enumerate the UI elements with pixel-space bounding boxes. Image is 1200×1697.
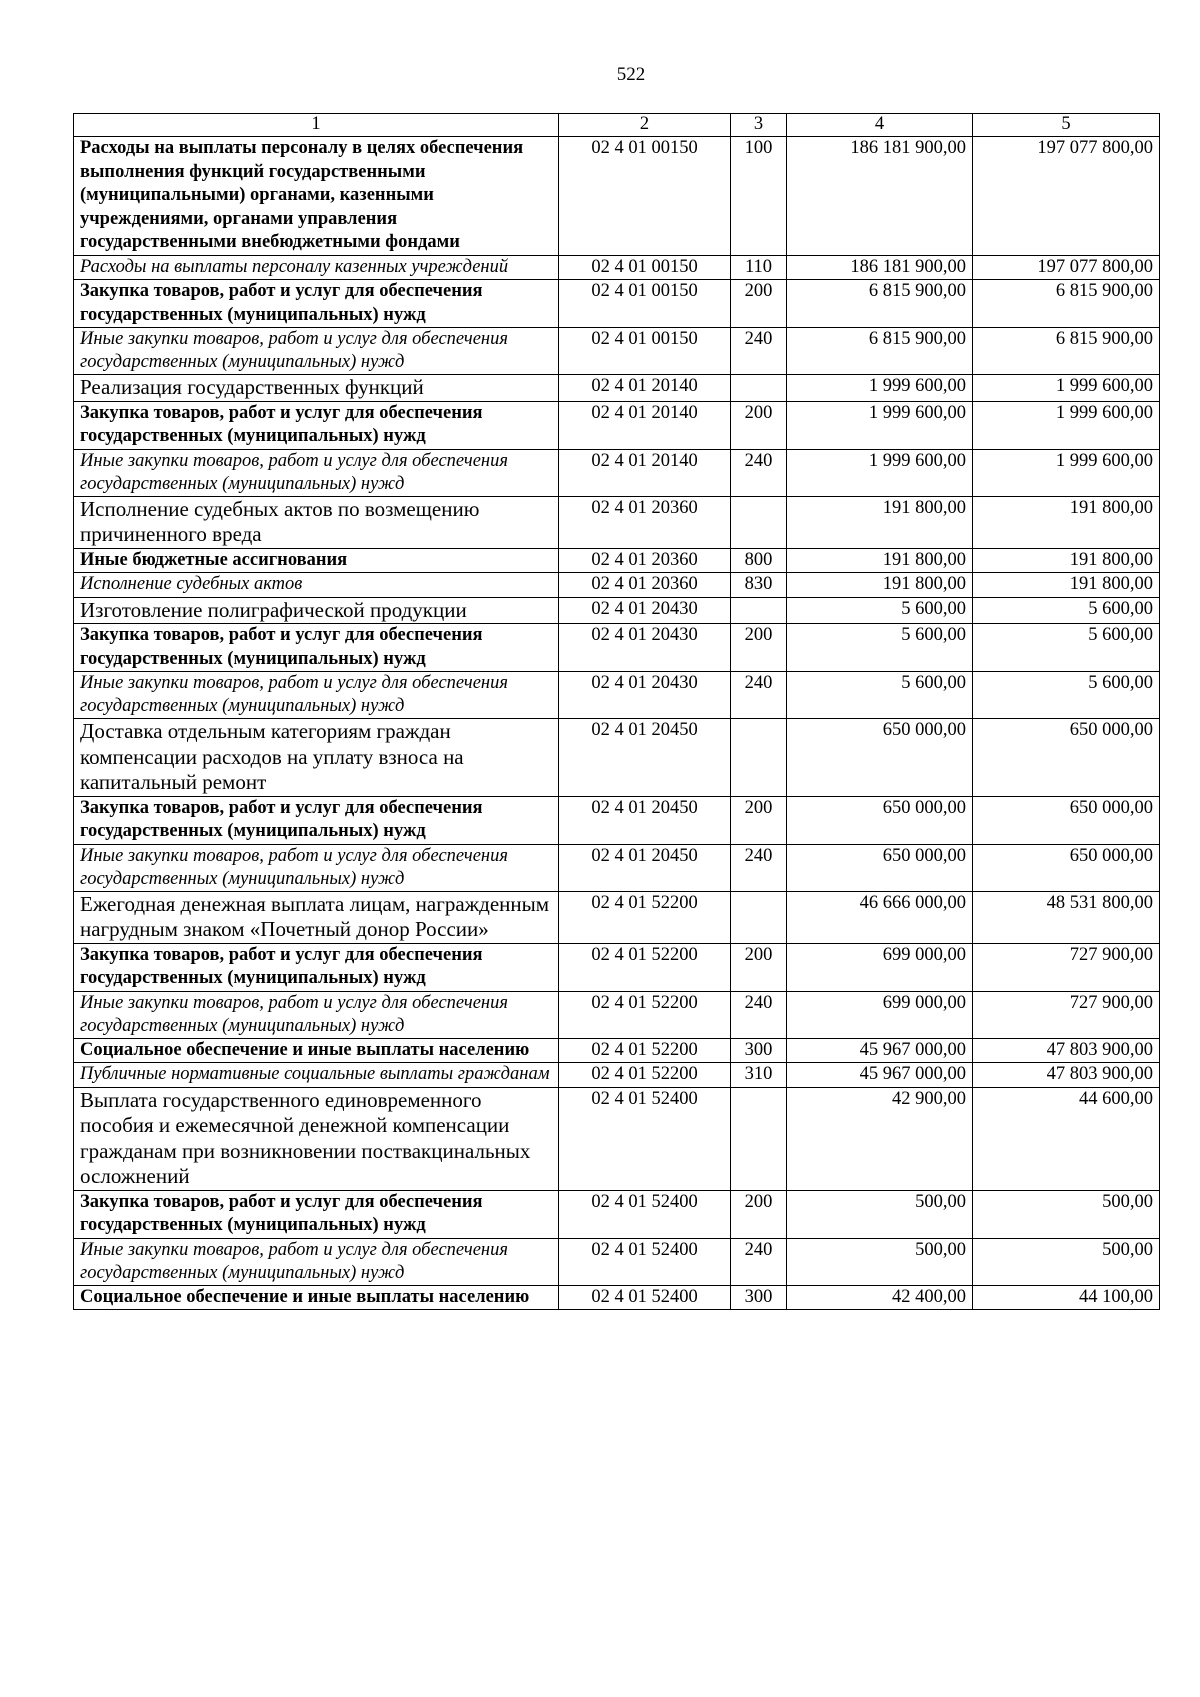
table-header (74, 114, 1160, 137)
row-name-cell: Ежегодная денежная выплата лицам, награжденным нагрудным знаком «Почетный донор России» (74, 891, 559, 943)
row-name-cell: Реализация государственных функций (74, 375, 559, 402)
row-name-cell: Иные закупки товаров, работ и услуг для обеспечения государственных (муниципальных) нужд (74, 991, 559, 1038)
row-name-cell: Социальное обеспечение и иные выплаты населению (74, 1038, 559, 1063)
row-type-cell: 300 (731, 1285, 787, 1310)
row-type-cell (731, 1087, 787, 1190)
row-code-cell: 02 4 01 00150 (559, 255, 731, 280)
row-sum-year2-cell: 197 077 800,00 (973, 255, 1160, 280)
row-sum-year1-cell: 5 600,00 (787, 624, 973, 672)
row-name-cell: Исполнение судебных актов по возмещению причиненного вреда (74, 496, 559, 548)
table-row (74, 449, 1160, 496)
row-sum-year1-cell: 186 181 900,00 (787, 137, 973, 256)
row-sum-year2-cell: 1 999 600,00 (973, 375, 1160, 402)
row-sum-year1-cell: 45 967 000,00 (787, 1063, 973, 1088)
row-sum-year2-cell: 191 800,00 (973, 496, 1160, 548)
page-number: 522 (616, 64, 646, 85)
row-name-cell: Иные закупки товаров, работ и услуг для обеспечения государственных (муниципальных) нужд (74, 672, 559, 719)
row-sum-year1-cell: 6 815 900,00 (787, 280, 973, 328)
row-sum-year1-cell: 500,00 (787, 1238, 973, 1285)
column-header-3: 3 (731, 114, 787, 137)
row-name-cell: Закупка товаров, работ и услуг для обеспечения государственных (муниципальных) нужд (74, 943, 559, 991)
row-type-cell: 200 (731, 1190, 787, 1238)
table-row (74, 844, 1160, 891)
row-type-cell: 240 (731, 844, 787, 891)
row-type-cell: 240 (731, 328, 787, 375)
row-code-cell: 02 4 01 20430 (559, 597, 731, 624)
row-type-cell: 300 (731, 1038, 787, 1063)
row-code-cell: 02 4 01 20450 (559, 719, 731, 797)
row-type-cell (731, 891, 787, 943)
row-name-cell: Иные закупки товаров, работ и услуг для обеспечения государственных (муниципальных) нужд (74, 844, 559, 891)
row-sum-year2-cell: 47 803 900,00 (973, 1063, 1160, 1088)
table-row (74, 796, 1160, 844)
row-code-cell: 02 4 01 00150 (559, 328, 731, 375)
row-type-cell: 240 (731, 672, 787, 719)
row-code-cell: 02 4 01 20450 (559, 796, 731, 844)
row-sum-year1-cell: 42 900,00 (787, 1087, 973, 1190)
table-row (74, 137, 1160, 256)
row-code-cell: 02 4 01 52200 (559, 891, 731, 943)
row-code-cell: 02 4 01 52200 (559, 1038, 731, 1063)
row-name-cell: Иные закупки товаров, работ и услуг для обеспечения государственных (муниципальных) нужд (74, 1238, 559, 1285)
row-sum-year1-cell: 191 800,00 (787, 573, 973, 598)
row-sum-year2-cell: 48 531 800,00 (973, 891, 1160, 943)
row-name-cell: Закупка товаров, работ и услуг для обеспечения государственных (муниципальных) нужд (74, 401, 559, 449)
table-row (74, 1087, 1160, 1190)
row-code-cell: 02 4 01 20360 (559, 573, 731, 598)
column-header-4: 4 (787, 114, 973, 137)
table-row (74, 597, 1160, 624)
row-name-cell: Закупка товаров, работ и услуг для обеспечения государственных (муниципальных) нужд (74, 280, 559, 328)
row-type-cell: 200 (731, 796, 787, 844)
row-code-cell: 02 4 01 20140 (559, 401, 731, 449)
row-sum-year2-cell: 727 900,00 (973, 943, 1160, 991)
row-sum-year1-cell: 46 666 000,00 (787, 891, 973, 943)
row-sum-year2-cell: 191 800,00 (973, 573, 1160, 598)
row-type-cell: 100 (731, 137, 787, 256)
row-code-cell: 02 4 01 52200 (559, 1063, 731, 1088)
row-code-cell: 02 4 01 52400 (559, 1190, 731, 1238)
row-sum-year1-cell: 500,00 (787, 1190, 973, 1238)
table-row (74, 1238, 1160, 1285)
table-row (74, 401, 1160, 449)
row-type-cell: 240 (731, 991, 787, 1038)
row-sum-year2-cell: 500,00 (973, 1238, 1160, 1285)
header-row (74, 114, 1160, 137)
row-name-cell: Социальное обеспечение и иные выплаты населению (74, 1285, 559, 1310)
row-code-cell: 02 4 01 20430 (559, 672, 731, 719)
row-name-cell: Закупка товаров, работ и услуг для обеспечения государственных (муниципальных) нужд (74, 1190, 559, 1238)
table-row (74, 891, 1160, 943)
row-sum-year1-cell: 1 999 600,00 (787, 375, 973, 402)
table-row (74, 328, 1160, 375)
row-type-cell: 110 (731, 255, 787, 280)
row-code-cell: 02 4 01 52400 (559, 1285, 731, 1310)
row-code-cell: 02 4 01 52200 (559, 943, 731, 991)
row-type-cell (731, 597, 787, 624)
table-row (74, 624, 1160, 672)
row-name-cell: Закупка товаров, работ и услуг для обеспечения государственных (муниципальных) нужд (74, 624, 559, 672)
row-type-cell: 200 (731, 943, 787, 991)
row-type-cell (731, 719, 787, 797)
row-sum-year2-cell: 6 815 900,00 (973, 328, 1160, 375)
table-row (74, 375, 1160, 402)
row-code-cell: 02 4 01 52400 (559, 1087, 731, 1190)
row-sum-year2-cell: 6 815 900,00 (973, 280, 1160, 328)
table-row (74, 991, 1160, 1038)
row-sum-year1-cell: 191 800,00 (787, 496, 973, 548)
row-sum-year1-cell: 191 800,00 (787, 548, 973, 573)
row-type-cell: 200 (731, 624, 787, 672)
table-row (74, 255, 1160, 280)
row-type-cell (731, 496, 787, 548)
table-row (74, 573, 1160, 598)
table-row (74, 496, 1160, 548)
row-type-cell: 240 (731, 1238, 787, 1285)
row-sum-year2-cell: 5 600,00 (973, 672, 1160, 719)
row-type-cell (731, 375, 787, 402)
row-name-cell: Изготовление полиграфической продукции (74, 597, 559, 624)
row-type-cell: 200 (731, 401, 787, 449)
row-name-cell: Доставка отдельным категориям граждан компенсации расходов на уплату взноса на капитальный ремонт (74, 719, 559, 797)
row-sum-year2-cell: 650 000,00 (973, 719, 1160, 797)
row-sum-year2-cell: 197 077 800,00 (973, 137, 1160, 256)
row-name-cell: Закупка товаров, работ и услуг для обеспечения государственных (муниципальных) нужд (74, 796, 559, 844)
row-sum-year1-cell: 1 999 600,00 (787, 449, 973, 496)
row-sum-year2-cell: 650 000,00 (973, 796, 1160, 844)
row-sum-year2-cell: 500,00 (973, 1190, 1160, 1238)
row-name-cell: Иные бюджетные ассигнования (74, 548, 559, 573)
row-name-cell: Расходы на выплаты персоналу в целях обеспечения выполнения функций государственными (муниципальными) органами, казенными учреждениями, органами управления государственными внебюджетными фондами (74, 137, 559, 256)
row-sum-year2-cell: 5 600,00 (973, 624, 1160, 672)
row-code-cell: 02 4 01 52200 (559, 991, 731, 1038)
table-body (74, 137, 1160, 1310)
table-row (74, 943, 1160, 991)
row-code-cell: 02 4 01 20140 (559, 375, 731, 402)
row-sum-year1-cell: 699 000,00 (787, 943, 973, 991)
table-row (74, 1190, 1160, 1238)
table-row (74, 1063, 1160, 1088)
row-type-cell: 310 (731, 1063, 787, 1088)
column-header-1: 1 (74, 114, 559, 137)
row-type-cell: 200 (731, 280, 787, 328)
row-code-cell: 02 4 01 00150 (559, 137, 731, 256)
table-row (74, 280, 1160, 328)
row-sum-year1-cell: 5 600,00 (787, 672, 973, 719)
row-sum-year1-cell: 5 600,00 (787, 597, 973, 624)
row-name-cell: Иные закупки товаров, работ и услуг для обеспечения государственных (муниципальных) нужд (74, 449, 559, 496)
row-sum-year1-cell: 650 000,00 (787, 719, 973, 797)
row-code-cell: 02 4 01 20360 (559, 548, 731, 573)
row-name-cell: Публичные нормативные социальные выплаты гражданам (74, 1063, 559, 1088)
row-sum-year1-cell: 650 000,00 (787, 844, 973, 891)
row-code-cell: 02 4 01 20430 (559, 624, 731, 672)
table-row (74, 548, 1160, 573)
row-sum-year2-cell: 1 999 600,00 (973, 401, 1160, 449)
row-sum-year1-cell: 42 400,00 (787, 1285, 973, 1310)
row-code-cell: 02 4 01 20450 (559, 844, 731, 891)
row-type-cell: 800 (731, 548, 787, 573)
row-sum-year2-cell: 5 600,00 (973, 597, 1160, 624)
row-code-cell: 02 4 01 20140 (559, 449, 731, 496)
table-row (74, 672, 1160, 719)
row-sum-year2-cell: 44 100,00 (973, 1285, 1160, 1310)
row-sum-year1-cell: 699 000,00 (787, 991, 973, 1038)
column-header-5: 5 (973, 114, 1160, 137)
row-name-cell: Иные закупки товаров, работ и услуг для обеспечения государственных (муниципальных) нужд (74, 328, 559, 375)
row-sum-year1-cell: 650 000,00 (787, 796, 973, 844)
row-code-cell: 02 4 01 52400 (559, 1238, 731, 1285)
row-sum-year2-cell: 650 000,00 (973, 844, 1160, 891)
row-sum-year2-cell: 1 999 600,00 (973, 449, 1160, 496)
row-sum-year1-cell: 1 999 600,00 (787, 401, 973, 449)
column-header-2: 2 (559, 114, 731, 137)
row-type-cell: 240 (731, 449, 787, 496)
row-name-cell: Расходы на выплаты персоналу казенных учреждений (74, 255, 559, 280)
row-sum-year1-cell: 45 967 000,00 (787, 1038, 973, 1063)
row-code-cell: 02 4 01 00150 (559, 280, 731, 328)
table-row (74, 719, 1160, 797)
row-sum-year1-cell: 186 181 900,00 (787, 255, 973, 280)
budget-table (73, 113, 1160, 1310)
table-row (74, 1038, 1160, 1063)
row-type-cell: 830 (731, 573, 787, 598)
row-sum-year2-cell: 191 800,00 (973, 548, 1160, 573)
row-code-cell: 02 4 01 20360 (559, 496, 731, 548)
row-name-cell: Исполнение судебных актов (74, 573, 559, 598)
row-sum-year1-cell: 6 815 900,00 (787, 328, 973, 375)
row-sum-year2-cell: 727 900,00 (973, 991, 1160, 1038)
table-row (74, 1285, 1160, 1310)
row-name-cell: Выплата государственного единовременного пособия и ежемесячной денежной компенсации гражданам при возникновении поствакцинальных осложнений (74, 1087, 559, 1190)
row-sum-year2-cell: 44 600,00 (973, 1087, 1160, 1190)
row-sum-year2-cell: 47 803 900,00 (973, 1038, 1160, 1063)
